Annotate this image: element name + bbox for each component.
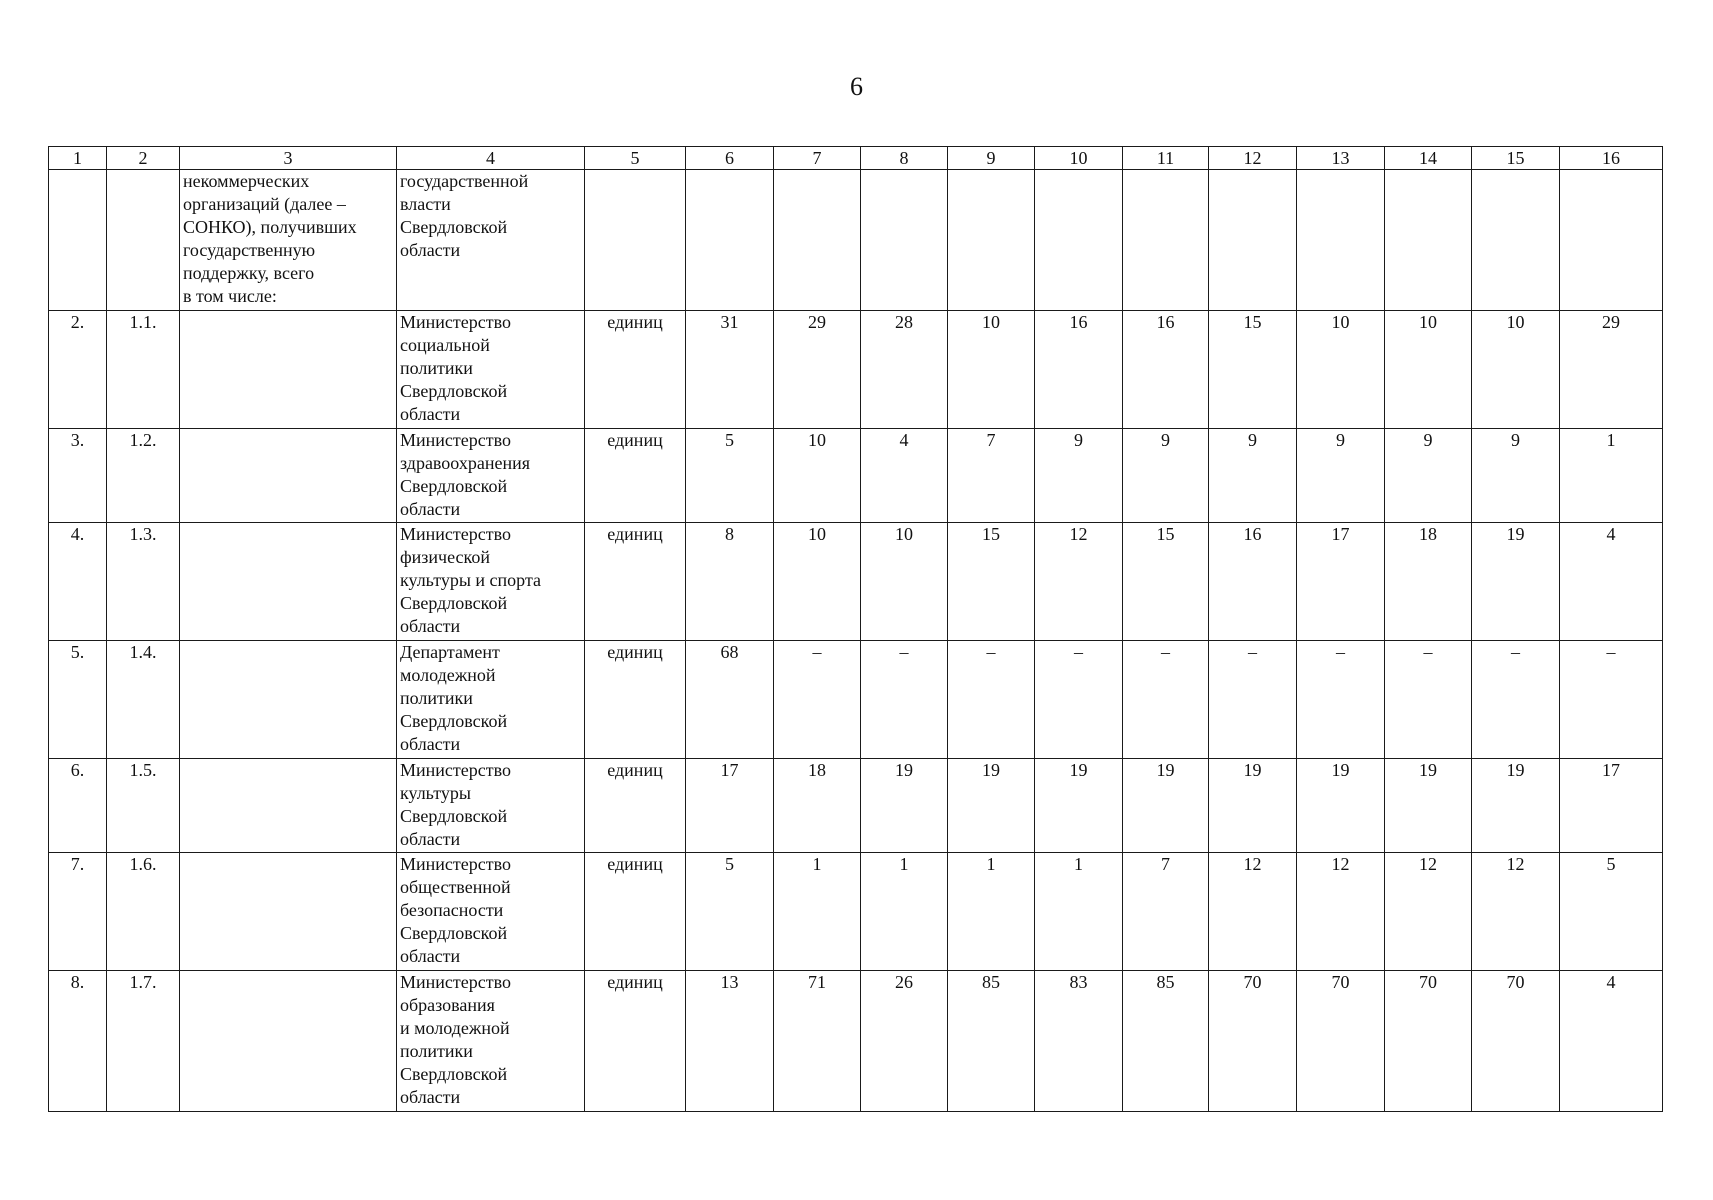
- value-cell: 31: [686, 311, 774, 429]
- value-cell: 9: [1035, 429, 1123, 523]
- indicator-name-cell: [180, 641, 397, 759]
- indicator-name-cell: [180, 311, 397, 429]
- value-cell: 4: [1560, 523, 1663, 641]
- value-cell: 1: [1560, 429, 1663, 523]
- item-number-cell: 1.6.: [107, 853, 180, 971]
- value-cell: [1560, 170, 1663, 311]
- column-number: 8: [861, 147, 948, 170]
- authority-cell: Министерство социальной политики Свердловской области: [397, 311, 585, 429]
- value-cell: 16: [1209, 523, 1297, 641]
- value-cell: 19: [1472, 523, 1560, 641]
- column-number: 5: [585, 147, 686, 170]
- value-cell: –: [948, 641, 1035, 759]
- row-number-cell: 7.: [49, 853, 107, 971]
- value-cell: –: [861, 641, 948, 759]
- value-cell: 15: [1123, 523, 1209, 641]
- column-number: 12: [1209, 147, 1297, 170]
- value-cell: –: [774, 641, 861, 759]
- indicator-name-cell: [180, 523, 397, 641]
- item-number-cell: 1.4.: [107, 641, 180, 759]
- row-number-cell: 6.: [49, 759, 107, 853]
- value-cell: 1: [774, 853, 861, 971]
- value-cell: 17: [686, 759, 774, 853]
- value-cell: 10: [774, 523, 861, 641]
- column-number: 7: [774, 147, 861, 170]
- row-number-cell: 3.: [49, 429, 107, 523]
- indicator-table: [48, 146, 1663, 1112]
- column-number: 14: [1385, 147, 1472, 170]
- indicator-name-cell: [180, 853, 397, 971]
- value-cell: 83: [1035, 971, 1123, 1112]
- authority-cell: Министерство здравоохранения Свердловской области: [397, 429, 585, 523]
- value-cell: 19: [1297, 759, 1385, 853]
- value-cell: 4: [861, 429, 948, 523]
- row-number-cell: 8.: [49, 971, 107, 1112]
- unit-cell: [585, 170, 686, 311]
- column-number: 13: [1297, 147, 1385, 170]
- column-number: 3: [180, 147, 397, 170]
- value-cell: 10: [1472, 311, 1560, 429]
- value-cell: 1: [1035, 853, 1123, 971]
- column-number: 6: [686, 147, 774, 170]
- item-number-cell: 1.2.: [107, 429, 180, 523]
- value-cell: 9: [1209, 429, 1297, 523]
- value-cell: 19: [1035, 759, 1123, 853]
- unit-cell: единиц: [585, 759, 686, 853]
- value-cell: 10: [1297, 311, 1385, 429]
- authority-cell: Министерство физической культуры и спорта Свердловской области: [397, 523, 585, 641]
- value-cell: –: [1385, 641, 1472, 759]
- value-cell: 19: [1472, 759, 1560, 853]
- value-cell: 85: [948, 971, 1035, 1112]
- value-cell: [1472, 170, 1560, 311]
- value-cell: 16: [1035, 311, 1123, 429]
- value-cell: [1385, 170, 1472, 311]
- value-cell: 5: [686, 429, 774, 523]
- table-row: [49, 853, 1663, 971]
- unit-cell: единиц: [585, 429, 686, 523]
- unit-cell: единиц: [585, 311, 686, 429]
- indicator-name-cell: некоммерческих организаций (далее – СОНКО), получивших государственную поддержку, всего в том числе:: [180, 170, 397, 311]
- column-number: 2: [107, 147, 180, 170]
- value-cell: 70: [1472, 971, 1560, 1112]
- authority-cell: Министерство общественной безопасности Свердловской области: [397, 853, 585, 971]
- value-cell: 70: [1297, 971, 1385, 1112]
- value-cell: –: [1209, 641, 1297, 759]
- column-number: 1: [49, 147, 107, 170]
- value-cell: 19: [948, 759, 1035, 853]
- value-cell: 10: [861, 523, 948, 641]
- value-cell: [774, 170, 861, 311]
- value-cell: 70: [1209, 971, 1297, 1112]
- value-cell: –: [1560, 641, 1663, 759]
- value-cell: 17: [1560, 759, 1663, 853]
- value-cell: [861, 170, 948, 311]
- row-number-cell: [49, 170, 107, 311]
- value-cell: 9: [1385, 429, 1472, 523]
- value-cell: 15: [1209, 311, 1297, 429]
- unit-cell: единиц: [585, 641, 686, 759]
- item-number-cell: [107, 170, 180, 311]
- unit-cell: единиц: [585, 523, 686, 641]
- value-cell: 19: [1209, 759, 1297, 853]
- table-row: [49, 971, 1663, 1112]
- value-cell: 16: [1123, 311, 1209, 429]
- value-cell: 19: [1385, 759, 1472, 853]
- value-cell: [1035, 170, 1123, 311]
- unit-cell: единиц: [585, 853, 686, 971]
- value-cell: 15: [948, 523, 1035, 641]
- column-number: 10: [1035, 147, 1123, 170]
- page-number: 6: [850, 72, 863, 101]
- indicator-name-cell: [180, 759, 397, 853]
- table-row: [49, 311, 1663, 429]
- value-cell: 19: [861, 759, 948, 853]
- value-cell: [686, 170, 774, 311]
- item-number-cell: 1.7.: [107, 971, 180, 1112]
- value-cell: 70: [1385, 971, 1472, 1112]
- value-cell: 1: [948, 853, 1035, 971]
- item-number-cell: 1.5.: [107, 759, 180, 853]
- value-cell: 18: [1385, 523, 1472, 641]
- value-cell: 71: [774, 971, 861, 1112]
- value-cell: [1209, 170, 1297, 311]
- value-cell: 12: [1035, 523, 1123, 641]
- value-cell: 5: [1560, 853, 1663, 971]
- value-cell: 10: [1385, 311, 1472, 429]
- value-cell: 12: [1385, 853, 1472, 971]
- value-cell: 28: [861, 311, 948, 429]
- row-number-cell: 4.: [49, 523, 107, 641]
- column-number-row: [49, 147, 1663, 170]
- value-cell: 1: [861, 853, 948, 971]
- table-row: [49, 641, 1663, 759]
- value-cell: 5: [686, 853, 774, 971]
- authority-cell: Министерство образования и молодежной политики Свердловской области: [397, 971, 585, 1112]
- authority-cell: Министерство культуры Свердловской области: [397, 759, 585, 853]
- value-cell: 18: [774, 759, 861, 853]
- row-number-cell: 5.: [49, 641, 107, 759]
- value-cell: 9: [1472, 429, 1560, 523]
- table-row: [49, 523, 1663, 641]
- table-row: [49, 429, 1663, 523]
- value-cell: [948, 170, 1035, 311]
- value-cell: –: [1297, 641, 1385, 759]
- authority-cell: государственной власти Свердловской области: [397, 170, 585, 311]
- value-cell: –: [1123, 641, 1209, 759]
- value-cell: 10: [774, 429, 861, 523]
- column-number: 4: [397, 147, 585, 170]
- value-cell: 13: [686, 971, 774, 1112]
- authority-cell: Департамент молодежной политики Свердловской области: [397, 641, 585, 759]
- value-cell: 29: [1560, 311, 1663, 429]
- column-number: 15: [1472, 147, 1560, 170]
- item-number-cell: 1.1.: [107, 311, 180, 429]
- item-number-cell: 1.3.: [107, 523, 180, 641]
- value-cell: [1123, 170, 1209, 311]
- table-body: [49, 170, 1663, 1112]
- value-cell: 9: [1297, 429, 1385, 523]
- value-cell: –: [1472, 641, 1560, 759]
- value-cell: 29: [774, 311, 861, 429]
- value-cell: 4: [1560, 971, 1663, 1112]
- value-cell: 19: [1123, 759, 1209, 853]
- value-cell: [1297, 170, 1385, 311]
- column-number: 16: [1560, 147, 1663, 170]
- value-cell: 12: [1297, 853, 1385, 971]
- value-cell: –: [1035, 641, 1123, 759]
- value-cell: 7: [1123, 853, 1209, 971]
- indicator-name-cell: [180, 971, 397, 1112]
- value-cell: 12: [1472, 853, 1560, 971]
- value-cell: 7: [948, 429, 1035, 523]
- unit-cell: единиц: [585, 971, 686, 1112]
- table-row: [49, 759, 1663, 853]
- value-cell: 9: [1123, 429, 1209, 523]
- indicator-name-cell: [180, 429, 397, 523]
- row-number-cell: 2.: [49, 311, 107, 429]
- column-number: 9: [948, 147, 1035, 170]
- value-cell: 85: [1123, 971, 1209, 1112]
- table-row: [49, 170, 1663, 311]
- column-number: 11: [1123, 147, 1209, 170]
- value-cell: 8: [686, 523, 774, 641]
- value-cell: 68: [686, 641, 774, 759]
- value-cell: 10: [948, 311, 1035, 429]
- value-cell: 26: [861, 971, 948, 1112]
- value-cell: 17: [1297, 523, 1385, 641]
- value-cell: 12: [1209, 853, 1297, 971]
